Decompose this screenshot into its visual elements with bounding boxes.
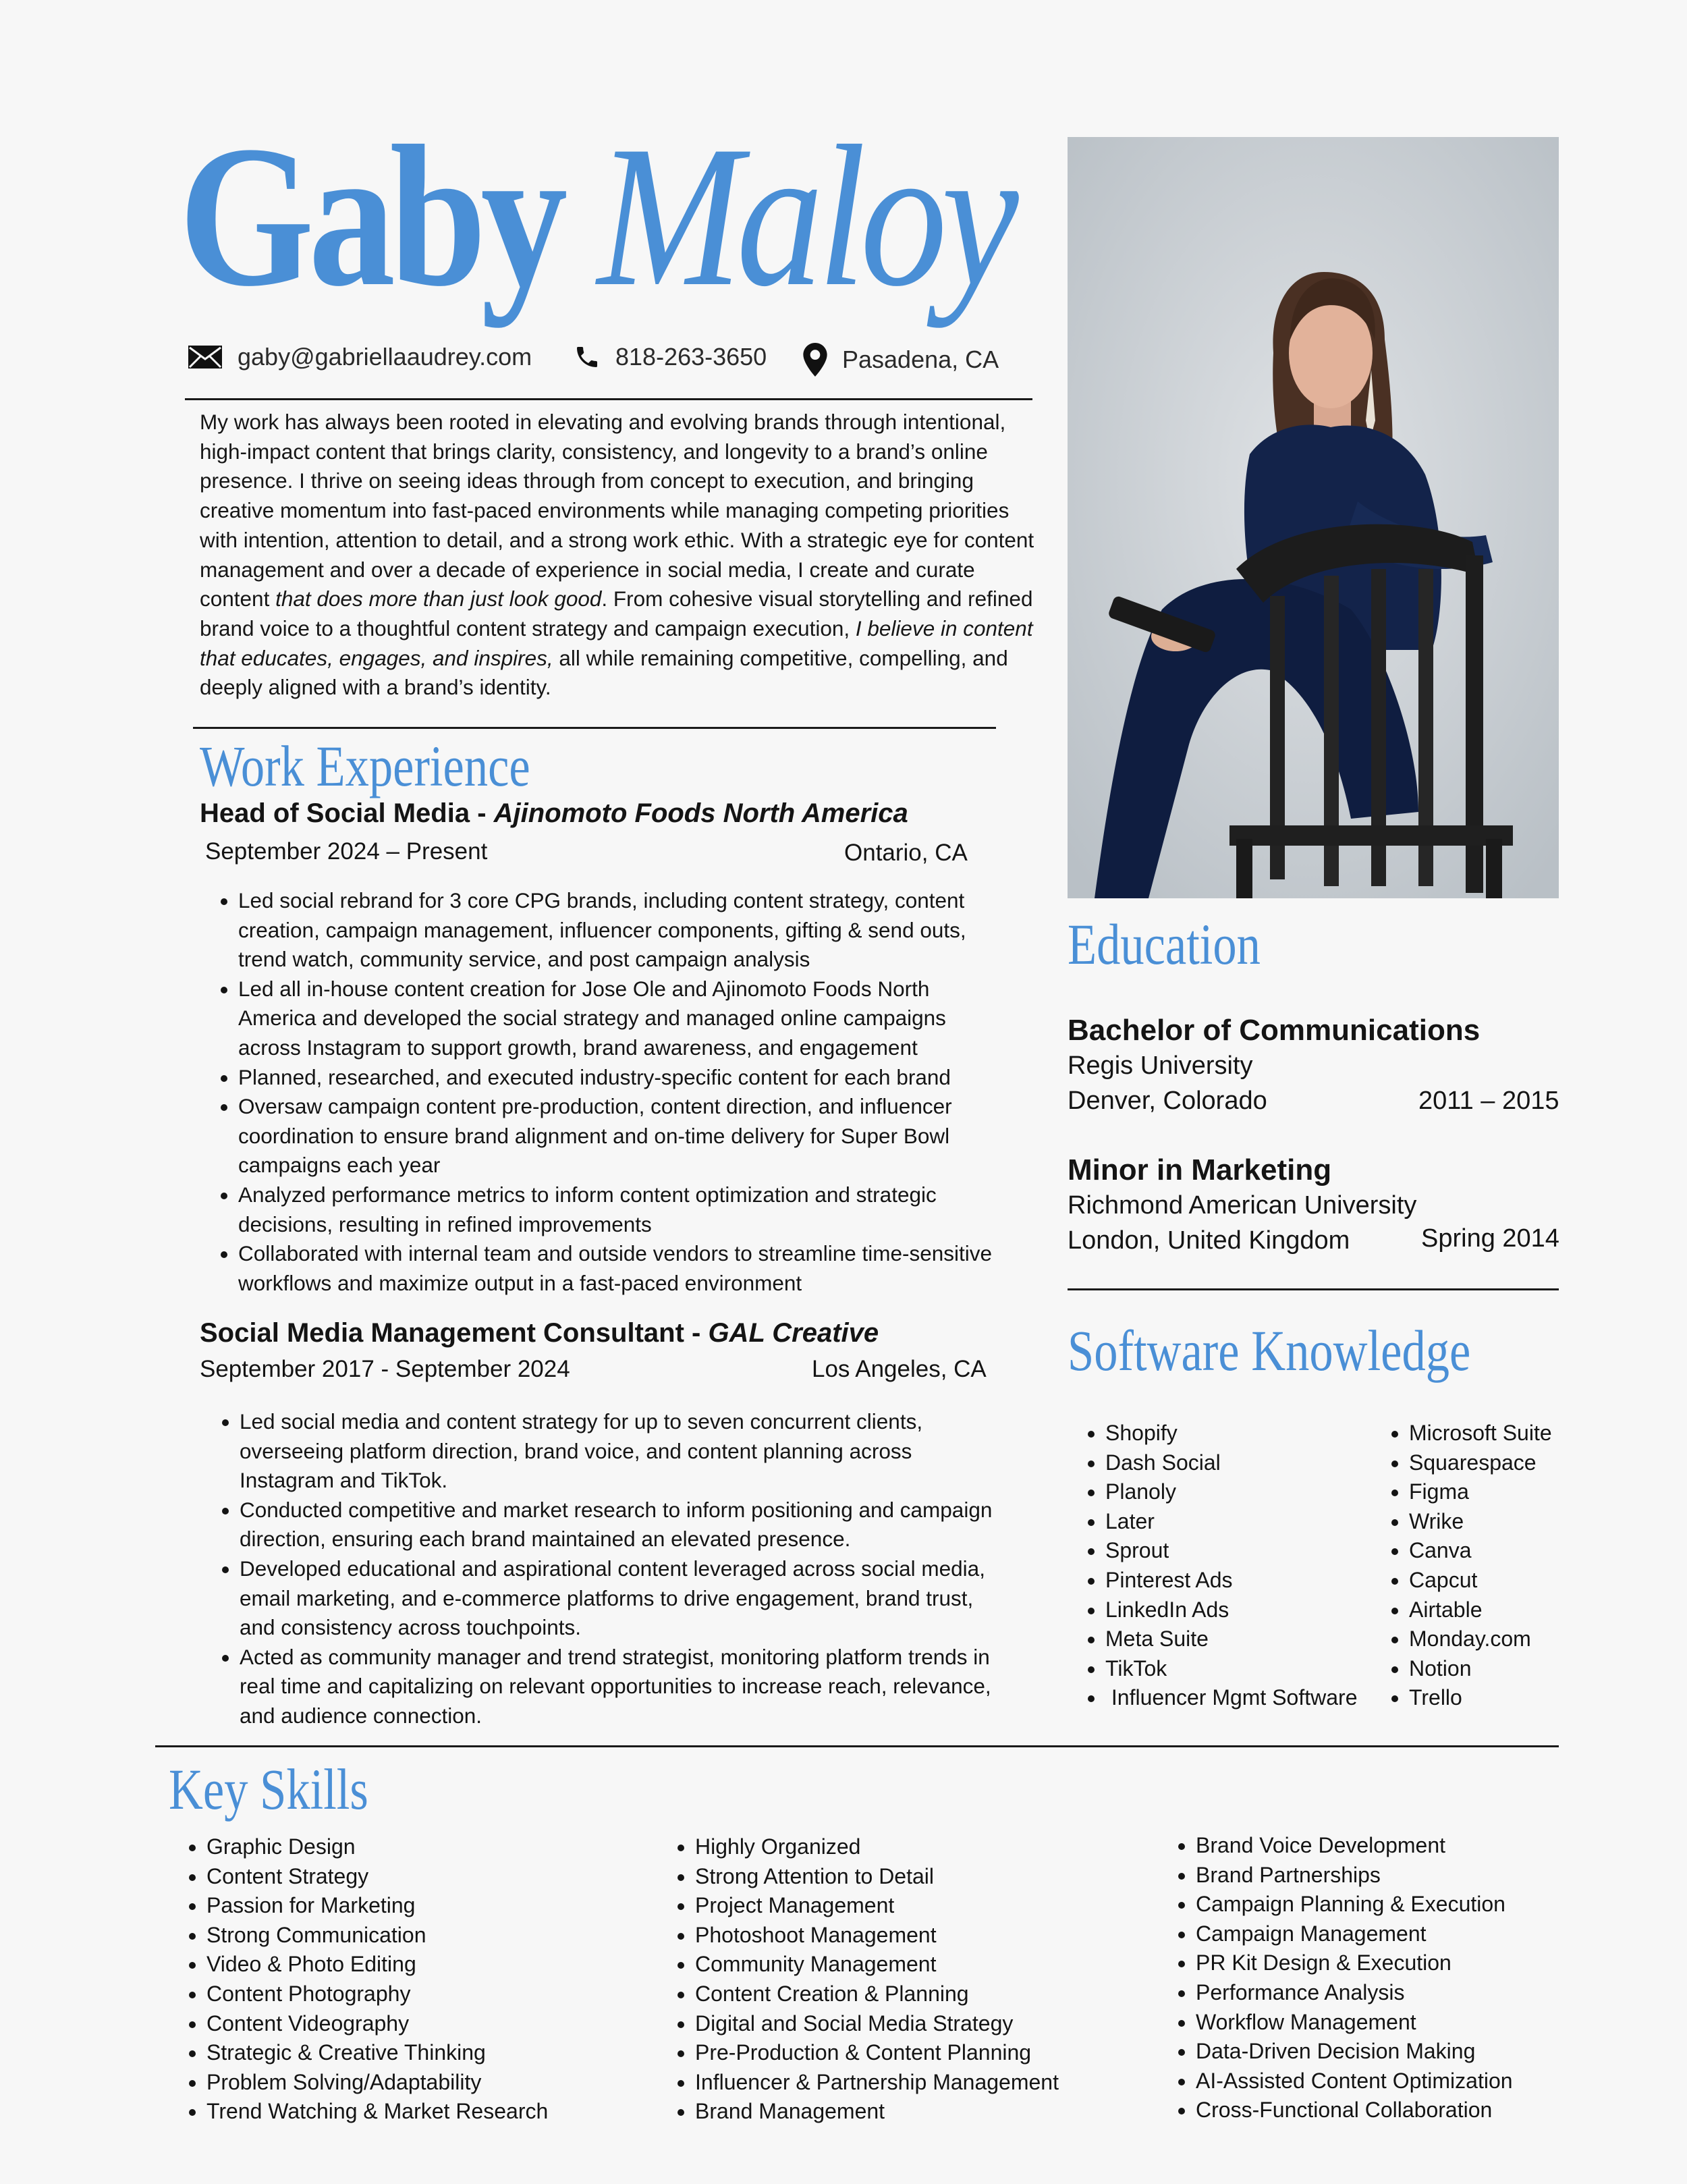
skills-divider (155, 1745, 1559, 1747)
summary-part3: all while remaining competitive, compelling, and deeply aligned with a brand’s identity. (200, 645, 1008, 700)
list-item: • Oversaw campaign content pre-production, content direction, and influencer coordination to ensure brand alignment and on-time delivery for Super Bowl campaigns each year (238, 1092, 1010, 1180)
list-item: • Notion (1409, 1654, 1574, 1684)
job-1-title (200, 798, 908, 829)
list-item: • Problem Solving/Adaptability (206, 2068, 548, 2098)
envelope-icon (188, 345, 223, 369)
work-heading-wrap (200, 734, 603, 798)
list-item: • Led social rebrand for 3 core CPG brands, including content strategy, content creation, campaign management, influencer components, gifting & send outs, trend watch, community service, and post campaign analysis (238, 886, 1010, 975)
location-item (803, 343, 999, 377)
list-item: • Later (1105, 1507, 1378, 1537)
software-col-1 (1068, 1419, 1378, 1713)
list-item: • Wrike (1409, 1507, 1574, 1537)
list-item: • Trend Watching & Market Research (206, 2097, 548, 2127)
list-item: • Content Videography (206, 2009, 548, 2039)
list-item: • Performance Analysis (1196, 1978, 1513, 2008)
first-name: Gaby (179, 104, 562, 328)
list-item: • Pre-Production & Content Planning (695, 2038, 1059, 2068)
phone-item[interactable] (574, 343, 767, 371)
education-divider (1068, 1288, 1559, 1290)
list-item: • Content Strategy (206, 1862, 548, 1892)
list-item: • Brand Voice Development (1196, 1831, 1513, 1861)
skills-col-3 (1161, 1831, 1513, 2125)
phone-icon (574, 343, 601, 371)
list-item: • Strong Attention to Detail (695, 1862, 1059, 1892)
list-item: • Brand Partnerships (1196, 1861, 1513, 1890)
job-2-title (200, 1318, 879, 1348)
list-item: • Photoshoot Management (695, 1921, 1059, 1950)
list-item: • Digital and Social Media Strategy (695, 2009, 1059, 2039)
list-item: • Shopify (1105, 1419, 1378, 1448)
edu-2-school: Richmond American University (1068, 1191, 1417, 1220)
software-col-2 (1371, 1419, 1574, 1713)
list-item: • Meta Suite (1105, 1625, 1378, 1654)
list-item: • Monday.com (1409, 1625, 1574, 1654)
skills-col-1 (171, 1832, 548, 2127)
skills-col-2 (660, 1832, 1059, 2127)
list-item: • Planoly (1105, 1477, 1378, 1507)
skills-heading-wrap (169, 1757, 412, 1822)
list-item: • Campaign Planning & Execution (1196, 1890, 1513, 1919)
job-1-company: Ajinomoto Foods North America (493, 798, 908, 828)
summary-part1: My work has always been rooted in elevating and evolving brands through intentional, high-impact content that brings clarity, consistency, and longevity to a brand’s online presence. I thrive on seeing ideas through from concept to execution, and bringing creative momentum into fast-paced environments while managing competing priorities with intention, attention to detail, and a strong work ethic. With a strategic eye for content management and over a decade of experience in social media, I create and curate content (200, 410, 1034, 611)
job-2-location: Los Angeles, CA (812, 1356, 987, 1382)
list-item: • Led social media and content strategy for up to seven concurrent clients, overseeing platform direction, brand voice, and content planning across Instagram and TikTok. (240, 1407, 997, 1496)
phone-text[interactable]: 818-263-3650 (615, 343, 767, 371)
job-1-role: Head of Social Media - (200, 798, 494, 828)
email-item[interactable] (188, 343, 532, 371)
job-1-dates: September 2024 – Present (205, 838, 488, 865)
software-heading-wrap (1068, 1318, 1559, 1383)
edu-2-years: Spring 2014 (1421, 1224, 1559, 1253)
header-divider (185, 398, 1032, 400)
list-item: • Sprout (1105, 1536, 1378, 1566)
summary-italic2: I believe in content that educates, engages, and inspires, (200, 616, 1033, 670)
skills-heading: Key Skills (169, 1757, 368, 1822)
list-item: • AI-Assisted Content Optimization (1196, 2067, 1513, 2096)
job-1-bullets (200, 886, 1010, 1298)
list-item: • Passion for Marketing (206, 1891, 548, 1921)
location-text: Pasadena, CA (842, 346, 999, 373)
list-item: • Content Photography (206, 1980, 548, 2009)
edu-1-years: 2011 – 2015 (1418, 1087, 1559, 1115)
list-item: • Brand Management (695, 2097, 1059, 2127)
list-item: • TikTok (1105, 1654, 1378, 1684)
list-item: • Content Creation & Planning (695, 1980, 1059, 2009)
list-item: • Influencer Mgmt Software (1105, 1683, 1378, 1713)
list-item: • Influencer & Partnership Management (695, 2068, 1059, 2098)
resume-name (179, 104, 1081, 328)
list-item: • Cross-Functional Collaboration (1196, 2096, 1513, 2125)
job-2-dates: September 2017 - September 2024 (200, 1356, 570, 1382)
education-heading: Education (1068, 912, 1261, 977)
list-item: • Figma (1409, 1477, 1574, 1507)
portrait-photo (1068, 137, 1559, 898)
list-item: • Analyzed performance metrics to inform content optimization and strategic decisions, resulting in refined improvements (238, 1180, 1010, 1239)
list-item: • Conducted competitive and market research to inform positioning and campaign direction, ensuring each brand maintained an elevated presence. (240, 1496, 997, 1554)
list-item: • Canva (1409, 1536, 1574, 1566)
list-item: • Led all in-house content creation for Jose Ole and Ajinomoto Foods North America and developed the social strategy and managed online campaigns across Instagram to support growth, brand awareness, and engagement (238, 975, 1010, 1063)
list-item: • Capcut (1409, 1566, 1574, 1595)
job-1-location: Ontario, CA (844, 840, 968, 866)
edu-1-school: Regis University (1068, 1052, 1253, 1080)
list-item: • Workflow Management (1196, 2008, 1513, 2038)
list-item: • Campaign Management (1196, 1919, 1513, 1949)
list-item: • Video & Photo Editing (206, 1950, 548, 1980)
edu-1-place: Denver, Colorado (1068, 1087, 1267, 1115)
list-item: • Pinterest Ads (1105, 1566, 1378, 1595)
list-item: • Trello (1409, 1683, 1574, 1713)
summary-divider (193, 727, 996, 729)
list-item: • Community Management (695, 1950, 1059, 1980)
portrait-illustration (1068, 137, 1559, 898)
list-item: • Planned, researched, and executed industry-specific content for each brand (238, 1063, 1010, 1093)
last-name: Maloy (597, 104, 1014, 328)
summary (200, 408, 1036, 703)
job-2-bullets (201, 1407, 997, 1731)
edu-2-place: London, United Kingdom (1068, 1226, 1350, 1255)
list-item: • Strong Communication (206, 1921, 548, 1950)
list-item: • Data-Driven Decision Making (1196, 2037, 1513, 2067)
list-item: • PR Kit Design & Execution (1196, 1948, 1513, 1978)
summary-italic1: that does more than just look good (275, 586, 602, 611)
software-heading: Software Knowledge (1068, 1318, 1471, 1383)
list-item: • Developed educational and aspirational content leveraged across social media, email marketing, and e-commerce platforms to drive engagement, brand trust, and consistency across touchpoints. (240, 1554, 997, 1643)
list-item: • Project Management (695, 1891, 1059, 1921)
edu-2-degree: Minor in Marketing (1068, 1153, 1332, 1186)
list-item: • Highly Organized (695, 1832, 1059, 1862)
list-item: • Squarespace (1409, 1448, 1574, 1478)
job-2-company: GAL Creative (708, 1318, 879, 1348)
list-item: • Graphic Design (206, 1832, 548, 1862)
edu-1-degree: Bachelor of Communications (1068, 1014, 1481, 1047)
list-item: • Strategic & Creative Thinking (206, 2038, 548, 2068)
list-item: • Dash Social (1105, 1448, 1378, 1478)
education-heading-wrap (1068, 912, 1303, 977)
list-item: • Acted as community manager and trend strategist, monitoring platform trends in real time and capitalizing on relevant opportunities to increase reach, relevance, and audience connection. (240, 1643, 997, 1731)
list-item: • LinkedIn Ads (1105, 1595, 1378, 1625)
job-2-role: Social Media Management Consultant - (200, 1318, 709, 1348)
map-pin-icon (803, 343, 827, 377)
list-item: • Microsoft Suite (1409, 1419, 1574, 1448)
work-heading: Work Experience (200, 734, 530, 798)
email-text[interactable]: gaby@gabriellaaudrey.com (238, 343, 532, 371)
summary-text (200, 408, 1036, 703)
list-item: • Airtable (1409, 1595, 1574, 1625)
summary-part2: . From cohesive visual storytelling and refined brand voice to a thoughtful content strategy and campaign execution, (200, 586, 1033, 640)
list-item: • Collaborated with internal team and outside vendors to streamline time-sensitive workflows and maximize output in a fast-paced environment (238, 1239, 1010, 1298)
